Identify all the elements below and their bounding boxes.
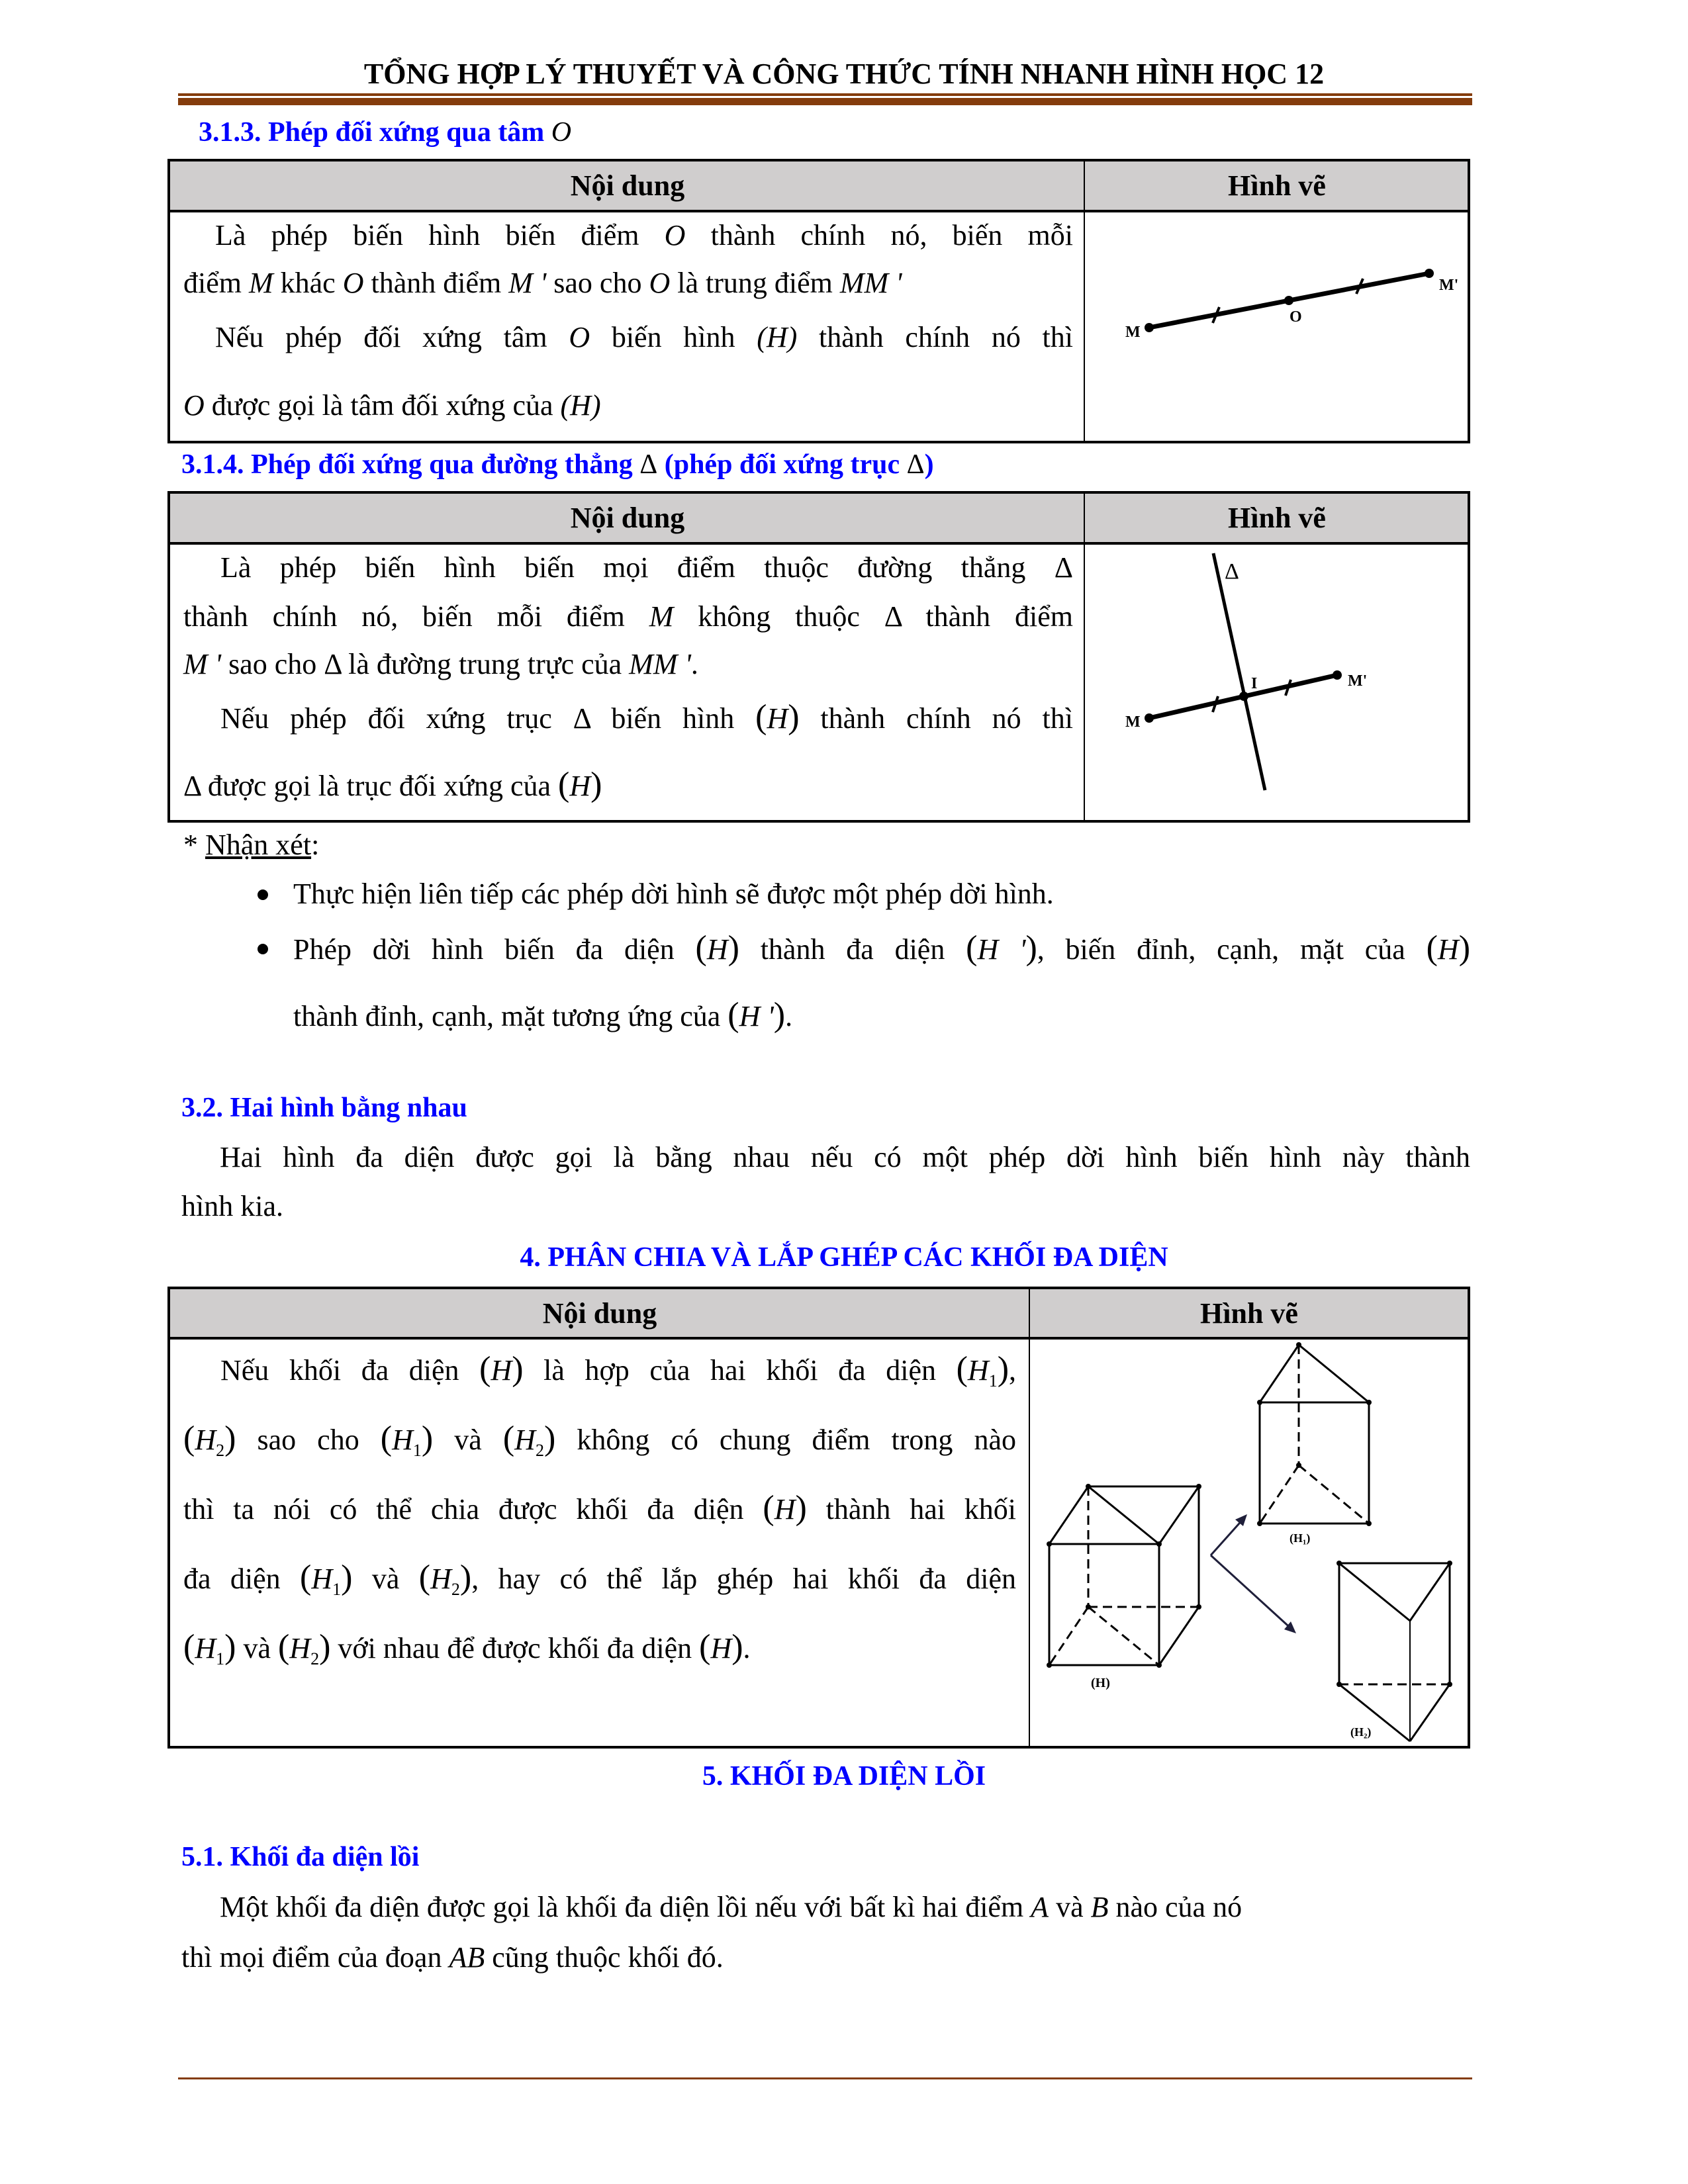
label-h1: (H₁)	[1289, 1531, 1311, 1545]
text-line: M ' sao cho Δ là đường trung trực của MM '.	[183, 648, 698, 680]
text-line: Là phép biến hình biến điểm O thành chính nó, biến mỗi	[215, 219, 1073, 251]
label-delta: Δ	[1225, 559, 1239, 584]
arrows	[1211, 1518, 1293, 1631]
point-m	[1145, 713, 1154, 723]
arrow-head-icon	[1235, 1514, 1247, 1526]
content-cell	[183, 1350, 1017, 1737]
text-line: đa diện $(H_1)$ và $(H_2)$, hay có thể lắp ghép hai khối đa diện	[183, 1559, 1016, 1599]
label-h2: (H₂)	[1350, 1725, 1372, 1739]
header-rule-thick	[178, 98, 1472, 105]
paragraph-5-1-line-2: thì mọi điểm của đoạn AB cũng thuộc khối đó.	[181, 1941, 724, 1974]
text-line: điểm M khác O thành điểm M ' sao cho O là trung điểm MM '	[183, 267, 902, 299]
label-h: (H)	[1091, 1676, 1110, 1690]
figure-prism-decomposition	[1030, 1340, 1470, 1749]
heading-5-1: 5.1. Khối đa diện lồi	[181, 1842, 420, 1872]
text-line: $(H_1)$ và $(H_2)$ với nhau để được khối đa diện (H).	[183, 1628, 751, 1668]
bullet-icon	[258, 889, 268, 900]
point-o	[1284, 296, 1293, 305]
document-title: TỔNG HỢP LÝ THUYẾT VÀ CÔNG THỨC TÍNH NHANH HÌNH HỌC 12	[363, 58, 1325, 90]
point-i	[1239, 692, 1248, 701]
table-central-symmetry	[167, 159, 1470, 443]
heading-3-1-4: 3.1.4. Phép đối xứng qua đường thẳng Δ (phép đối xứng trục Δ)	[181, 449, 934, 480]
header-figure: Hình vẽ	[1228, 502, 1326, 534]
table-header-row	[170, 494, 1468, 545]
content-cell	[183, 550, 1073, 815]
header-rule-thin	[178, 93, 1472, 96]
label-m-prime: M'	[1348, 672, 1368, 690]
text-line: thành chính nó, biến mỗi điểm M không thuộc Δ thành điểm	[183, 600, 1073, 633]
point-m-prime	[1333, 670, 1342, 680]
table-header-row	[170, 161, 1468, 212]
heading-text: 3.1.3. Phép đối xứng qua tâm	[199, 117, 551, 148]
remarks-label: * Nhận xét:	[183, 829, 320, 861]
paragraph-5-1-line-1: Một khối đa diện được gọi là khối đa diện lồi nếu với bất kì hai điểm A và B nào của nó	[220, 1891, 1243, 1923]
header-content: Nội dung	[570, 502, 685, 534]
remark-bullet-2-line-1: Phép dời hình biến đa diện (H) thành đa diện (H '), biến đỉnh, cạnh, mặt của (H)	[293, 929, 1471, 967]
header-figure: Hình vẽ	[1200, 1297, 1298, 1330]
bullet-icon	[258, 944, 268, 954]
header-content: Nội dung	[542, 1297, 657, 1330]
footer-rule	[178, 2077, 1472, 2079]
figure-axial-symmetry	[1085, 545, 1470, 823]
solid-h1	[1260, 1345, 1369, 1524]
point-m	[1145, 323, 1154, 332]
label-m: M	[1125, 713, 1141, 731]
heading-math-o: O	[551, 117, 572, 148]
content-cell	[183, 218, 1073, 436]
heading-section-4: 4. PHÂN CHIA VÀ LẮP GHÉP CÁC KHỐI ĐA DIỆN	[520, 1242, 1168, 1273]
remark-bullet-2-line-2: thành đỉnh, cạnh, mặt tương ứng của (H ').	[293, 996, 793, 1034]
text-line: Nếu phép đối xứng tâm O biến hình (H) thành chính nó thì	[215, 321, 1073, 353]
text-line: Nếu phép đối xứng trục Δ biến hình (H) thành chính nó thì	[220, 698, 1073, 736]
text-line: Là phép biến hình biến mọi điểm thuộc đường thẳng Δ	[220, 551, 1073, 584]
heading-3-1-3	[199, 116, 571, 148]
label-o: O	[1289, 308, 1302, 326]
label-m: M	[1125, 324, 1141, 341]
remark-bullet-1: Thực hiện liên tiếp các phép dời hình sẽ được một phép dời hình.	[293, 878, 1054, 910]
heading-3-2: 3.2. Hai hình bằng nhau	[181, 1093, 467, 1123]
vertex-dots	[1047, 1342, 1452, 1687]
text-line: Nếu khối đa diện (H) là hợp của hai khối đa diện $(H_1)$,	[220, 1350, 1017, 1390]
solid-h2	[1339, 1563, 1450, 1741]
solid-h	[1049, 1486, 1199, 1665]
label-m-prime: M'	[1439, 277, 1459, 294]
paragraph-3-2-line-2: hình kia.	[181, 1190, 283, 1222]
text-line: O được gọi là tâm đối xứng của (H)	[183, 389, 601, 422]
line-delta	[1213, 553, 1265, 790]
table-axial-symmetry	[167, 491, 1470, 823]
table-partition-assembly	[167, 1287, 1470, 1749]
figure-central-symmetry	[1085, 212, 1470, 443]
paragraph-3-2-line-1: Hai hình đa diện được gọi là bằng nhau nếu có một phép dời hình biến hình này thành	[220, 1141, 1470, 1173]
label-i: I	[1251, 675, 1258, 692]
text-line: thì ta nói có thể chia được khối đa diện (H) thành hai khối	[183, 1489, 1016, 1527]
point-m-prime	[1425, 269, 1434, 278]
header-content: Nội dung	[570, 169, 685, 202]
header-figure: Hình vẽ	[1228, 169, 1326, 202]
text-line: $(H_2)$ sao cho $(H_1)$ và $(H_2)$ không có chung điểm trong nào	[183, 1420, 1016, 1460]
text-line: Δ được gọi là trục đối xứng của (H)	[183, 766, 602, 803]
table-header-row	[170, 1289, 1468, 1340]
heading-section-5: 5. KHỐI ĐA DIỆN LỒI	[702, 1761, 986, 1792]
